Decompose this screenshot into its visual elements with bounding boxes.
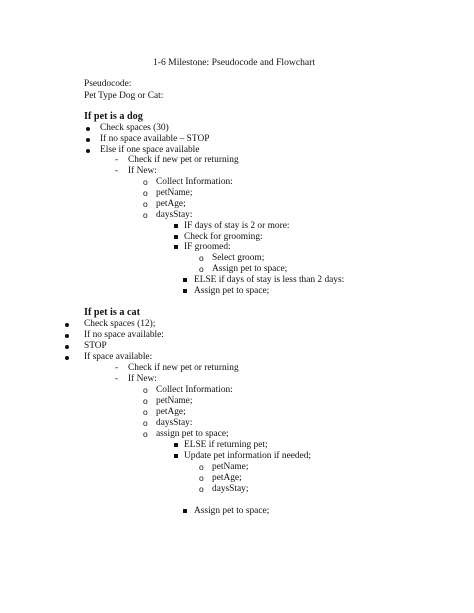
circle-bullet-icon: o bbox=[143, 188, 148, 198]
circle-bullet-icon: o bbox=[143, 199, 148, 209]
cat-collect: Collect Information: bbox=[156, 385, 233, 395]
bullet-icon bbox=[86, 127, 90, 131]
circle-bullet-icon: o bbox=[143, 418, 148, 428]
dog-assign-pet-1: Assign pet to space; bbox=[212, 264, 288, 274]
dog-check-spaces: Check spaces (30) bbox=[100, 123, 169, 133]
dog-section-heading: If pet is a dog bbox=[84, 111, 143, 122]
bullet-icon bbox=[86, 138, 90, 142]
dog-else-days-less: ELSE if days of stay is less than 2 days: bbox=[194, 275, 345, 285]
cat-if-new: If New: bbox=[128, 374, 157, 384]
cat-update-info: Update pet information if needed; bbox=[184, 451, 312, 461]
bullet-icon bbox=[65, 356, 69, 360]
circle-bullet-icon: o bbox=[199, 264, 204, 274]
pet-type-label: Pet Type Dog or Cat: bbox=[84, 91, 164, 101]
dog-check-grooming: Check for grooming: bbox=[184, 232, 263, 242]
square-bullet-icon bbox=[183, 509, 187, 513]
document-title: 1-6 Milestone: Pseudocode and Flowchart bbox=[153, 57, 315, 68]
bullet-icon bbox=[65, 345, 69, 349]
dog-if-groomed: IF groomed: bbox=[184, 242, 231, 252]
circle-bullet-icon: o bbox=[143, 210, 148, 220]
circle-bullet-icon: o bbox=[199, 462, 204, 472]
bullet-icon bbox=[86, 149, 90, 153]
dog-collect: Collect Information: bbox=[156, 177, 233, 187]
dash-icon: - bbox=[115, 363, 119, 373]
square-bullet-icon bbox=[174, 245, 178, 249]
dog-pet-age: petAge; bbox=[156, 199, 186, 209]
circle-bullet-icon: o bbox=[143, 385, 148, 395]
square-bullet-icon bbox=[174, 235, 178, 239]
square-bullet-icon bbox=[183, 278, 187, 282]
cat-upd-pet-age: petAge; bbox=[212, 473, 242, 483]
circle-bullet-icon: o bbox=[143, 177, 148, 187]
square-bullet-icon bbox=[174, 454, 178, 458]
circle-bullet-icon: o bbox=[199, 484, 204, 494]
dash-icon: - bbox=[115, 374, 119, 384]
dog-if-new: If New: bbox=[128, 166, 157, 176]
cat-check-spaces: Check spaces (12); bbox=[84, 319, 156, 329]
dog-days-stay: daysStay: bbox=[156, 210, 193, 220]
square-bullet-icon bbox=[174, 224, 178, 228]
circle-bullet-icon: o bbox=[143, 429, 148, 439]
dog-select-groom: Select groom; bbox=[212, 253, 265, 263]
cat-section-heading: If pet is a cat bbox=[84, 307, 141, 318]
square-bullet-icon bbox=[183, 289, 187, 293]
dog-assign-pet-2: Assign pet to space; bbox=[194, 286, 270, 296]
cat-assign-pet-final: Assign pet to space; bbox=[194, 506, 270, 516]
cat-days-stay: daysStay: bbox=[156, 418, 193, 428]
dog-pet-name: petName; bbox=[156, 188, 193, 198]
dog-check-new: Check if new pet or returning bbox=[128, 155, 239, 165]
cat-else-returning: ELSE if returning pet; bbox=[184, 440, 268, 450]
dog-else-one-space: Else if one space available bbox=[100, 145, 200, 155]
cat-upd-days-stay: daysStay; bbox=[212, 484, 249, 494]
cat-no-space: If no space available: bbox=[84, 330, 164, 340]
circle-bullet-icon: o bbox=[199, 253, 204, 263]
circle-bullet-icon: o bbox=[143, 407, 148, 417]
cat-pet-name: petName; bbox=[156, 396, 193, 406]
dog-if-days-2: IF days of stay is 2 or more: bbox=[184, 221, 290, 231]
square-bullet-icon bbox=[174, 443, 178, 447]
cat-stop: STOP bbox=[84, 341, 107, 351]
dog-no-space: If no space available – STOP bbox=[100, 134, 210, 144]
pseudocode-label: Pseudocode: bbox=[84, 79, 132, 89]
bullet-icon bbox=[65, 334, 69, 338]
cat-pet-age: petAge; bbox=[156, 407, 186, 417]
circle-bullet-icon: o bbox=[143, 396, 148, 406]
dash-icon: - bbox=[115, 155, 119, 165]
dash-icon: - bbox=[115, 166, 119, 176]
cat-upd-pet-name: petName; bbox=[212, 462, 249, 472]
cat-assign-pet: assign pet to space; bbox=[156, 429, 229, 439]
bullet-icon bbox=[65, 323, 69, 327]
cat-check-new: Check if new pet or returning bbox=[128, 363, 239, 373]
circle-bullet-icon: o bbox=[199, 473, 204, 483]
cat-if-space: If space available: bbox=[84, 352, 153, 362]
